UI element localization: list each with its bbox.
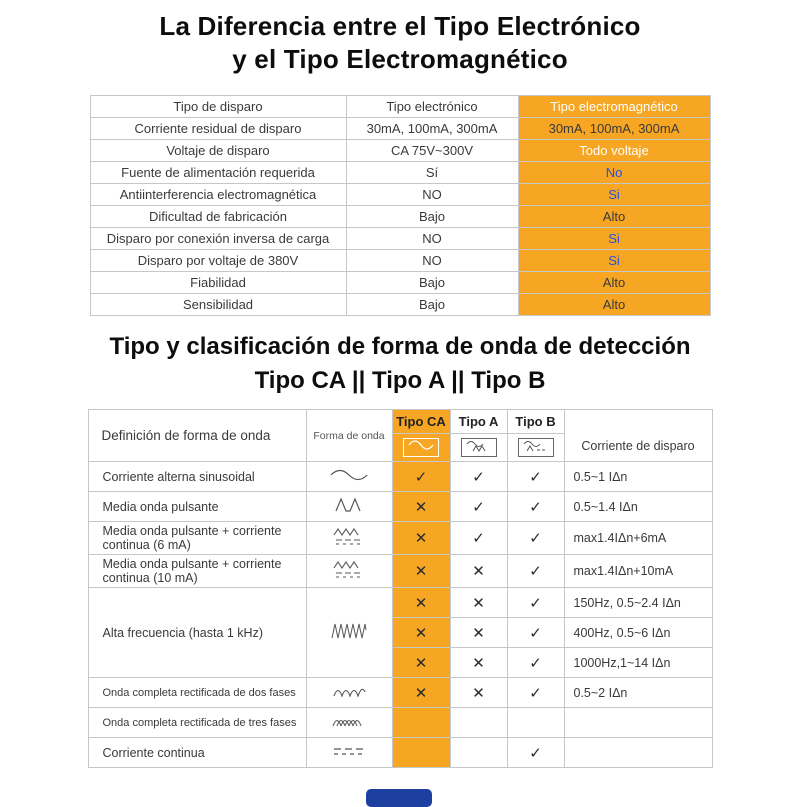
current-column-header: Corriente de disparo bbox=[564, 410, 712, 462]
check-mark: ✓ bbox=[507, 618, 564, 648]
comparison-row bbox=[90, 250, 710, 272]
section-title-line2: Tipo CA || Tipo A || Tipo B bbox=[254, 366, 546, 394]
a-wave-icon-cell bbox=[450, 434, 507, 462]
check-mark: ✓ bbox=[507, 588, 564, 618]
check-mark: ✓ bbox=[507, 492, 564, 522]
electromagnetic-value: Si bbox=[518, 184, 710, 206]
waveform-row bbox=[88, 738, 712, 768]
electronic-value: CA 75V~300V bbox=[346, 140, 518, 162]
waveform-label: Onda completa rectificada de tres fases bbox=[88, 708, 306, 738]
row-label: Dificultad de fabricación bbox=[90, 206, 346, 228]
check-mark: ✓ bbox=[507, 648, 564, 678]
electromagnetic-value: Si bbox=[518, 228, 710, 250]
check-mark: ✓ bbox=[392, 462, 450, 492]
trip-current-value bbox=[564, 738, 712, 768]
cross-mark: ✕ bbox=[450, 618, 507, 648]
electromagnetic-value: 30mA, 100mA, 300mA bbox=[518, 118, 710, 140]
electronic-value: 30mA, 100mA, 300mA bbox=[346, 118, 518, 140]
empty-cell bbox=[450, 708, 507, 738]
cross-mark: ✕ bbox=[392, 648, 450, 678]
comparison-row bbox=[90, 272, 710, 294]
waveform-label: Media onda pulsante + corriente continua (10 mA) bbox=[88, 555, 306, 588]
cross-mark: ✕ bbox=[392, 588, 450, 618]
trip-current-value: max1.4IΔn+6mA bbox=[564, 522, 712, 555]
trip-current-value: 1000Hz,1~14 IΔn bbox=[564, 648, 712, 678]
row-label: Voltaje de disparo bbox=[90, 140, 346, 162]
trip-current-value: 400Hz, 0.5~6 IΔn bbox=[564, 618, 712, 648]
waveform-column-header: Forma de onda bbox=[306, 410, 392, 462]
cross-mark: ✕ bbox=[450, 648, 507, 678]
trip-current-value: 0.5~2 IΔn bbox=[564, 678, 712, 708]
waveform-row bbox=[88, 492, 712, 522]
b-wave-icon bbox=[518, 438, 554, 457]
check-mark: ✓ bbox=[507, 678, 564, 708]
empty-cell bbox=[392, 708, 450, 738]
row-label: Fuente de alimentación requerida bbox=[90, 162, 346, 184]
electromagnetic-value: No bbox=[518, 162, 710, 184]
row-label: Antiinterferencia electromagnética bbox=[90, 184, 346, 206]
cross-mark: ✕ bbox=[450, 678, 507, 708]
trip-current-value: 0.5~1 IΔn bbox=[564, 462, 712, 492]
electronic-value: Sí bbox=[346, 162, 518, 184]
waveform-label: Onda completa rectificada de dos fases bbox=[88, 678, 306, 708]
main-title bbox=[0, 10, 800, 75]
cross-mark: ✕ bbox=[450, 588, 507, 618]
waveform-row bbox=[88, 462, 712, 492]
highfreq-waveform-icon bbox=[306, 588, 392, 678]
comparison-table-body bbox=[90, 118, 710, 316]
waveform-label: Corriente continua bbox=[88, 738, 306, 768]
a-wave-icon bbox=[461, 438, 497, 457]
waveform-label: Media onda pulsante bbox=[88, 492, 306, 522]
electronic-value: NO bbox=[346, 184, 518, 206]
comparison-table bbox=[90, 95, 711, 316]
trip-current-value bbox=[564, 708, 712, 738]
waveform-row bbox=[88, 708, 712, 738]
sine-waveform-icon bbox=[306, 462, 392, 492]
threephase-waveform-icon bbox=[306, 708, 392, 738]
comparison-row bbox=[90, 228, 710, 250]
ca-wave-icon-cell bbox=[392, 434, 450, 462]
electromagnetic-value: Alto bbox=[518, 206, 710, 228]
main-title-line1: La Diferencia entre el Tipo Electrónico bbox=[159, 11, 641, 41]
comparison-row bbox=[90, 206, 710, 228]
waveform-label: Corriente alterna sinusoidal bbox=[88, 462, 306, 492]
check-mark: ✓ bbox=[450, 462, 507, 492]
check-mark: ✓ bbox=[450, 492, 507, 522]
comparison-table-header-row bbox=[90, 96, 710, 118]
cross-mark: ✕ bbox=[392, 618, 450, 648]
type-header-a: Tipo A bbox=[450, 410, 507, 434]
electronic-value: Bajo bbox=[346, 272, 518, 294]
waveform-row bbox=[88, 678, 712, 708]
electromagnetic-value: Alto bbox=[518, 272, 710, 294]
waveform-label: Media onda pulsante + corriente continua (6 mA) bbox=[88, 522, 306, 555]
empty-cell bbox=[450, 738, 507, 768]
cross-mark: ✕ bbox=[392, 492, 450, 522]
comparison-row bbox=[90, 140, 710, 162]
trip-current-value: 150Hz, 0.5~2.4 IΔn bbox=[564, 588, 712, 618]
empty-cell bbox=[392, 738, 450, 768]
check-mark: ✓ bbox=[507, 555, 564, 588]
check-mark: ✓ bbox=[450, 522, 507, 555]
waveform-table-body bbox=[88, 462, 712, 768]
header-tipo-electronico: Tipo electrónico bbox=[346, 96, 518, 118]
comparison-row bbox=[90, 184, 710, 206]
row-label: Corriente residual de disparo bbox=[90, 118, 346, 140]
definition-header: Definición de forma de onda bbox=[88, 410, 306, 462]
cross-mark: ✕ bbox=[392, 555, 450, 588]
pulse-dc-waveform-icon bbox=[306, 555, 392, 588]
electronic-value: NO bbox=[346, 250, 518, 272]
waveform-type-header-row bbox=[88, 410, 712, 434]
waveform-label: Alta frecuencia (hasta 1 kHz) bbox=[88, 588, 306, 678]
electronic-value: NO bbox=[346, 228, 518, 250]
waveform-row bbox=[88, 522, 712, 555]
comparison-row bbox=[90, 162, 710, 184]
header-tipo-electromagnetico: Tipo electromagnético bbox=[518, 96, 710, 118]
comparison-row bbox=[90, 118, 710, 140]
twophase-waveform-icon bbox=[306, 678, 392, 708]
dc-waveform-icon bbox=[306, 738, 392, 768]
row-label: Fiabilidad bbox=[90, 272, 346, 294]
row-label: Disparo por voltaje de 380V bbox=[90, 250, 346, 272]
type-header-ca: Tipo CA bbox=[392, 410, 450, 434]
electronic-value: Bajo bbox=[346, 206, 518, 228]
main-title-line2: y el Tipo Electromagnético bbox=[232, 43, 568, 74]
section-title bbox=[0, 330, 800, 397]
cross-mark: ✕ bbox=[392, 522, 450, 555]
waveform-row bbox=[88, 555, 712, 588]
check-mark: ✓ bbox=[507, 738, 564, 768]
row-label: Sensibilidad bbox=[90, 294, 346, 316]
check-mark: ✓ bbox=[507, 462, 564, 492]
header-tipo-de-disparo: Tipo de disparo bbox=[90, 96, 346, 118]
type-header-b: Tipo B bbox=[507, 410, 564, 434]
section-title-line1: Tipo y clasificación de forma de onda de detección bbox=[109, 333, 691, 360]
pulse-dc-waveform-icon bbox=[306, 522, 392, 555]
electromagnetic-value: Si bbox=[518, 250, 710, 272]
electromagnetic-value: Todo voltaje bbox=[518, 140, 710, 162]
cross-mark: ✕ bbox=[450, 555, 507, 588]
partial-badge bbox=[366, 789, 432, 807]
check-mark: ✓ bbox=[507, 522, 564, 555]
electronic-value: Bajo bbox=[346, 294, 518, 316]
electromagnetic-value: Alto bbox=[518, 294, 710, 316]
b-wave-icon-cell bbox=[507, 434, 564, 462]
cross-mark: ✕ bbox=[392, 678, 450, 708]
comparison-row bbox=[90, 294, 710, 316]
trip-current-value: max1.4IΔn+10mA bbox=[564, 555, 712, 588]
row-label: Disparo por conexión inversa de carga bbox=[90, 228, 346, 250]
pulse-waveform-icon bbox=[306, 492, 392, 522]
trip-current-value: 0.5~1.4 IΔn bbox=[564, 492, 712, 522]
ca-wave-icon bbox=[403, 438, 439, 457]
waveform-table bbox=[88, 409, 713, 768]
empty-cell bbox=[507, 708, 564, 738]
waveform-row bbox=[88, 588, 712, 618]
